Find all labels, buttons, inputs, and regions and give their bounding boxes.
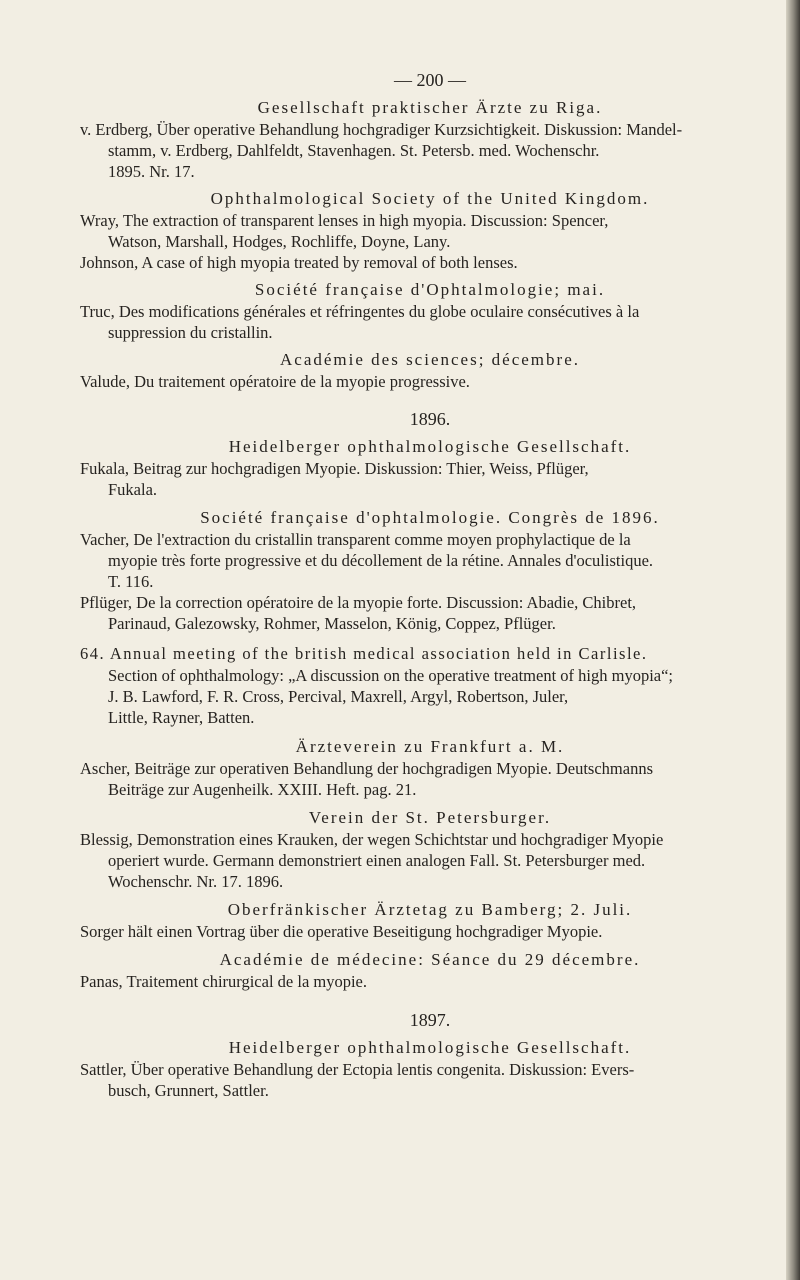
entry-line: v. Erdberg, Über operative Behandlung hochgradiger Kurzsichtigkeit. Diskussion: Mandel-: [80, 120, 683, 139]
entry-line: Vacher, De l'extraction du cristallin transparent comme moyen prophylactique de la: [80, 530, 631, 549]
society-heading: Heidelberger ophthalmologische Gesellschaft.: [228, 437, 632, 456]
entry-line: myopie très forte progressive et du décollement de la rétine. Annales d'oculistique.: [108, 551, 654, 570]
entry-line: suppression du cristallin.: [108, 323, 273, 342]
entry-line: Sorger hält einen Vortrag über die operative Beseitigung hochgradiger Myopie.: [80, 922, 603, 941]
entry-line: operiert wurde. Germann demonstriert einen analogen Fall. St. Petersburger med.: [108, 851, 646, 870]
entry-line: busch, Grunnert, Sattler.: [108, 1081, 269, 1100]
society-heading: Société française d'ophtalmologie. Congrès de 1896.: [200, 508, 660, 527]
entry-line: 1895. Nr. 17.: [108, 162, 195, 181]
society-heading: 64. Annual meeting of the british medical association held in Carlisle.: [80, 644, 648, 663]
society-heading: Académie des sciences; décembre.: [280, 350, 580, 369]
year-heading: 1897.: [409, 1010, 451, 1030]
entry-line: Wray, The extraction of transparent lenses in high myopia. Discussion: Spencer,: [80, 211, 609, 230]
entry-line: Fukala.: [108, 480, 158, 499]
entry-line: Sattler, Über operative Behandlung der Ectopia lentis congenita. Diskussion: Evers-: [80, 1060, 635, 1079]
entry-line: Section of ophthalmology: „A discussion on the operative treatment of high myopia“;: [108, 666, 674, 685]
society-heading: Académie de médecine: Séance du 29 décembre.: [219, 950, 641, 969]
society-heading: Ärzteverein zu Frankfurt a. M.: [295, 737, 565, 756]
entry-line: Fukala, Beitrag zur hochgradigen Myopie. Diskussion: Thier, Weiss, Pflüger,: [80, 459, 589, 478]
society-heading: Société française d'Ophtalmologie; mai.: [254, 280, 606, 299]
entry-line: Valude, Du traitement opératoire de la myopie progressive.: [80, 372, 470, 391]
entry-line: Little, Rayner, Batten.: [108, 708, 255, 727]
entry-line: T. 116.: [108, 572, 154, 591]
entry-line: Pflüger, De la correction opératoire de la myopie forte. Discussion: Abadie, Chibret,: [80, 593, 637, 612]
entry-line: Ascher, Beiträge zur operativen Behandlung der hochgradigen Myopie. Deutschmanns: [80, 759, 653, 778]
entry-line: Johnson, A case of high myopia treated by removal of both lenses.: [80, 253, 518, 272]
year-heading: 1896.: [409, 409, 451, 429]
society-heading: Oberfränkischer Ärztetag zu Bamberg; 2. Juli.: [227, 900, 633, 919]
entry-line: Panas, Traitement chirurgical de la myopie.: [80, 972, 368, 991]
page-number: — 200 —: [394, 70, 466, 90]
society-heading: Verein der St. Petersburger.: [308, 808, 552, 827]
entry-line: Blessig, Demonstration eines Krauken, der wegen Schichtstar und hochgradiger Myopie: [80, 830, 664, 849]
entry-line: Truc, Des modifications générales et réfringentes du globe oculaire consécutives à la: [80, 302, 640, 321]
society-heading: Gesellschaft praktischer Ärzte zu Riga.: [257, 98, 603, 117]
entry-line: Wochenschr. Nr. 17. 1896.: [108, 872, 284, 891]
society-heading: Ophthalmological Society of the United Kingdom.: [210, 189, 650, 208]
entry-line: stamm, v. Erdberg, Dahlfeldt, Stavenhagen. St. Petersb. med. Wochenschr.: [108, 141, 600, 160]
entry-line: J. B. Lawford, F. R. Cross, Percival, Maxrell, Argyl, Robertson, Juler,: [108, 687, 569, 706]
entry-line: Watson, Marshall, Hodges, Rochliffe, Doyne, Lany.: [108, 232, 451, 251]
entry-line: Parinaud, Galezowsky, Rohmer, Masselon, König, Coppez, Pflüger.: [108, 614, 556, 633]
entry-line: Beiträge zur Augenheilk. XXIII. Heft. pag. 21.: [108, 780, 417, 799]
page-edge-shadow: [786, 0, 800, 1280]
society-heading: Heidelberger ophthalmologische Gesellschaft.: [228, 1038, 632, 1057]
